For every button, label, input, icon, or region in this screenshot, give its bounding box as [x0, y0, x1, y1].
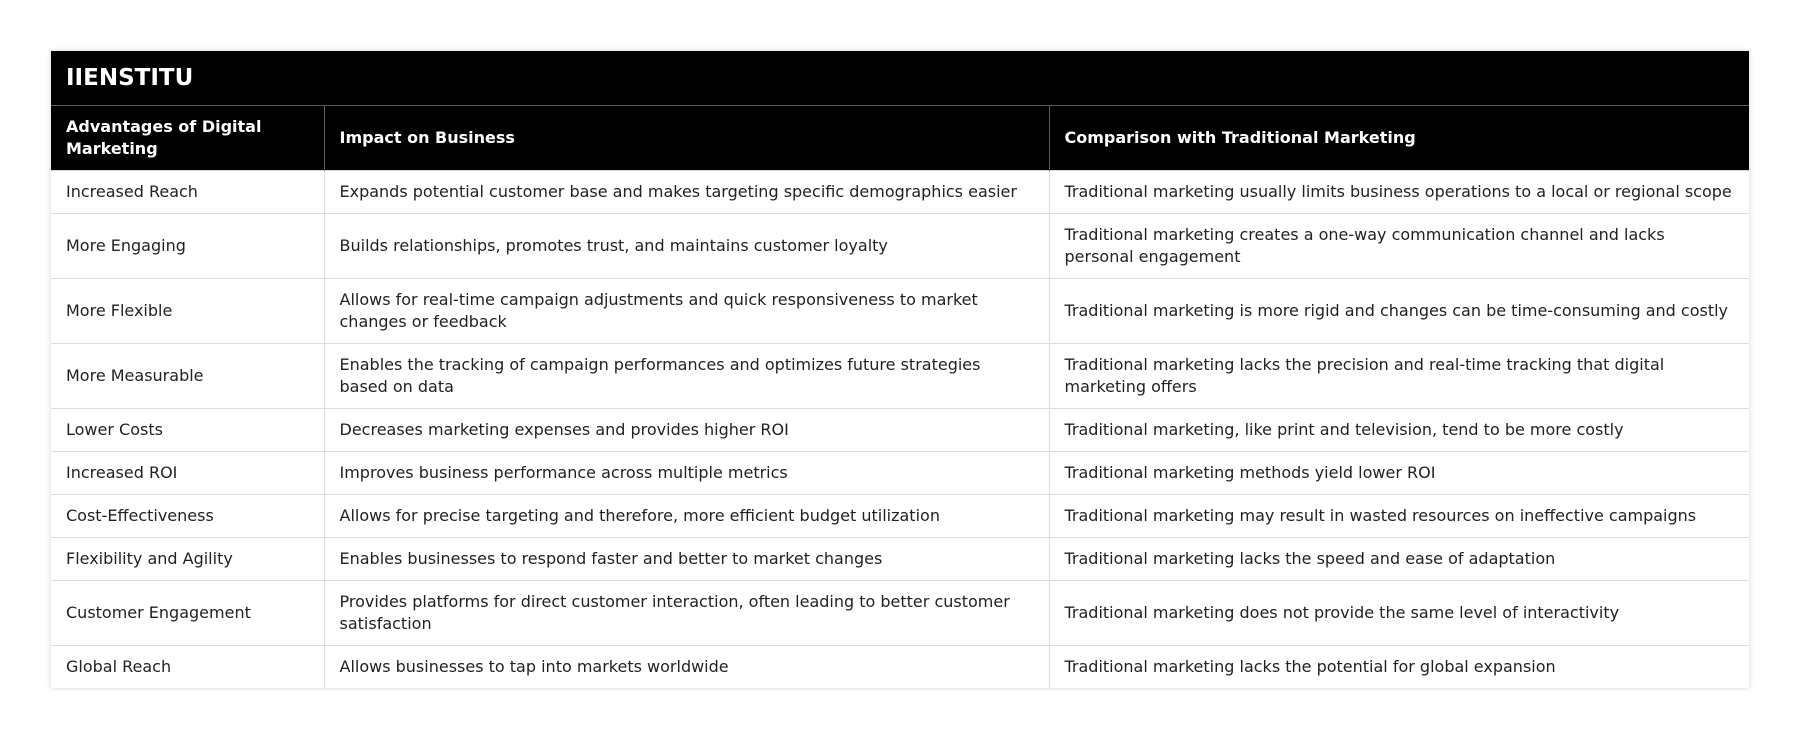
header-advantages: Advantages of Digital Marketing [51, 106, 324, 171]
header-comparison: Comparison with Traditional Marketing [1049, 106, 1749, 171]
cell-advantage: Global Reach [51, 646, 324, 689]
table-row [51, 344, 1749, 409]
cell-comparison: Traditional marketing may result in wasted resources on ineffective campaigns [1049, 495, 1749, 538]
cell-advantage: More Engaging [51, 214, 324, 279]
cell-comparison: Traditional marketing is more rigid and changes can be time-consuming and costly [1049, 279, 1749, 344]
cell-advantage: More Flexible [51, 279, 324, 344]
cell-impact: Allows for real-time campaign adjustments and quick responsiveness to market changes or feedback [324, 279, 1049, 344]
cell-comparison: Traditional marketing lacks the potential for global expansion [1049, 646, 1749, 689]
table-header-row [51, 106, 1749, 171]
cell-advantage: Increased ROI [51, 452, 324, 495]
cell-impact: Provides platforms for direct customer interaction, often leading to better customer satisfaction [324, 581, 1049, 646]
header-impact: Impact on Business [324, 106, 1049, 171]
cell-comparison: Traditional marketing, like print and television, tend to be more costly [1049, 409, 1749, 452]
table-row [51, 452, 1749, 495]
cell-impact: Enables businesses to respond faster and better to market changes [324, 538, 1049, 581]
cell-advantage: Flexibility and Agility [51, 538, 324, 581]
cell-advantage: Cost-Effectiveness [51, 495, 324, 538]
cell-advantage: Lower Costs [51, 409, 324, 452]
cell-comparison: Traditional marketing lacks the precision and real-time tracking that digital marketing offers [1049, 344, 1749, 409]
cell-advantage: Customer Engagement [51, 581, 324, 646]
table-row [51, 171, 1749, 214]
comparison-table [51, 51, 1749, 688]
table-row [51, 409, 1749, 452]
cell-advantage: Increased Reach [51, 171, 324, 214]
cell-impact: Allows businesses to tap into markets worldwide [324, 646, 1049, 689]
cell-impact: Enables the tracking of campaign performances and optimizes future strategies based on data [324, 344, 1049, 409]
table-row [51, 538, 1749, 581]
table-row [51, 495, 1749, 538]
cell-comparison: Traditional marketing usually limits business operations to a local or regional scope [1049, 171, 1749, 214]
cell-impact: Allows for precise targeting and therefore, more efficient budget utilization [324, 495, 1049, 538]
cell-comparison: Traditional marketing does not provide the same level of interactivity [1049, 581, 1749, 646]
cell-impact: Expands potential customer base and makes targeting specific demographics easier [324, 171, 1049, 214]
table-row [51, 646, 1749, 689]
cell-advantage: More Measurable [51, 344, 324, 409]
table-title-row [51, 51, 1749, 106]
comparison-table-container [51, 51, 1749, 688]
table-row [51, 581, 1749, 646]
cell-impact: Improves business performance across multiple metrics [324, 452, 1049, 495]
cell-impact: Builds relationships, promotes trust, and maintains customer loyalty [324, 214, 1049, 279]
table-row [51, 214, 1749, 279]
cell-comparison: Traditional marketing creates a one-way communication channel and lacks personal engagement [1049, 214, 1749, 279]
table-row [51, 279, 1749, 344]
table-title: IIENSTITU [51, 51, 1749, 106]
cell-comparison: Traditional marketing lacks the speed and ease of adaptation [1049, 538, 1749, 581]
cell-impact: Decreases marketing expenses and provides higher ROI [324, 409, 1049, 452]
cell-comparison: Traditional marketing methods yield lower ROI [1049, 452, 1749, 495]
